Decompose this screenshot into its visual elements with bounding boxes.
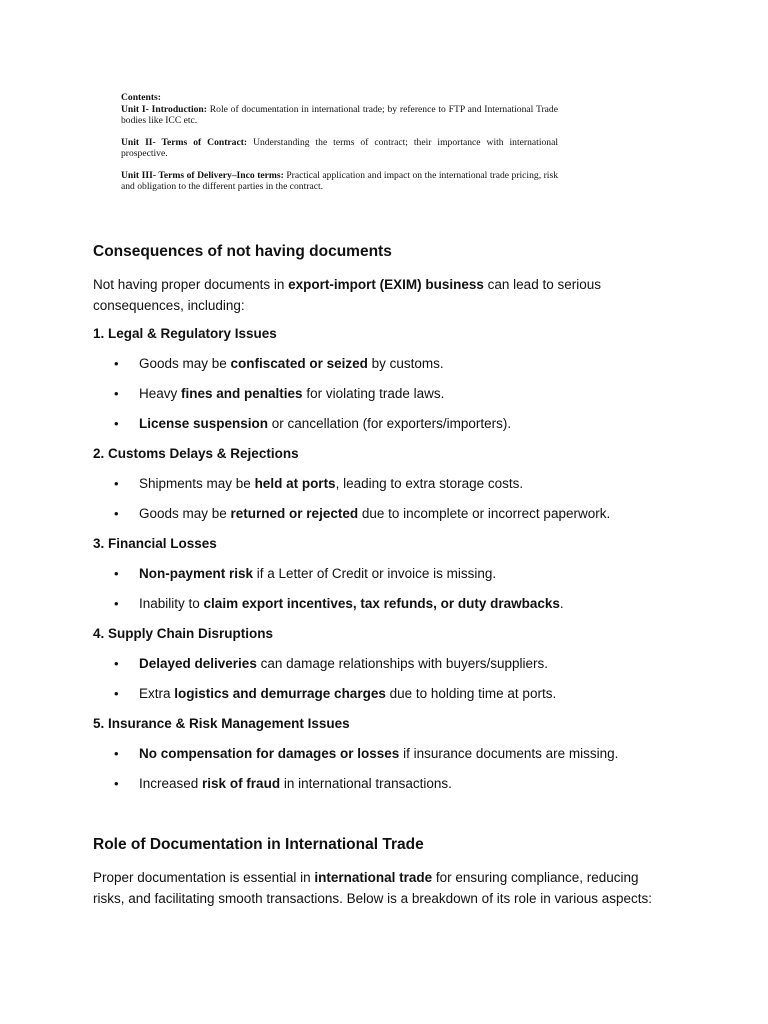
section-intro: [93, 867, 673, 909]
bullet-list: [93, 355, 673, 433]
list-item: [93, 415, 673, 433]
subheading-legal: 1. Legal & Regulatory Issues: [93, 326, 277, 341]
item-text: Goods may be: [139, 356, 231, 371]
item-bold: Non-payment risk: [139, 566, 254, 581]
list-item: [93, 745, 673, 763]
item-text: or cancellation (for exporters/importers).: [268, 416, 512, 431]
item-text: Increased: [139, 776, 203, 791]
item-text: due to holding time at ports.: [385, 686, 557, 701]
unit-text: Understanding the terms of contract; their importance with international prospective.: [121, 137, 558, 159]
subheading-financial: 3. Financial Losses: [93, 536, 217, 551]
subheading-insurance: 5. Insurance & Risk Management Issues: [93, 716, 350, 731]
item-bold: claim export incentives, tax refunds, or duty drawbacks: [203, 596, 560, 611]
item-text: by customs.: [367, 356, 444, 371]
item-text: Extra: [139, 686, 175, 701]
item-text: can damage relationships with buyers/suppliers.: [256, 656, 548, 671]
list-item: [93, 655, 673, 673]
contents-unit-2: [121, 137, 558, 159]
list-item: [93, 385, 673, 403]
list-item: [93, 505, 673, 523]
item-bold: No compensation for damages or losses: [139, 746, 400, 761]
item-bold: fines and penalties: [181, 386, 303, 401]
item-text: Shipments may be: [139, 476, 255, 491]
item-text: if insurance documents are missing.: [399, 746, 619, 761]
unit-text: Role of documentation in international trade; by reference to FTP and International Trade bodies like ICC etc.: [121, 104, 558, 126]
list-item: [93, 565, 673, 583]
intro-bold: international trade: [314, 870, 433, 885]
item-bold: returned or rejected: [230, 506, 359, 521]
item-text: for violating trade laws.: [302, 386, 445, 401]
contents-heading: Contents:: [121, 92, 161, 103]
item-bold: confiscated or seized: [230, 356, 368, 371]
subheading-customs: 2. Customs Delays & Rejections: [93, 446, 299, 461]
item-text: Inability to: [139, 596, 204, 611]
item-bold: License suspension: [139, 416, 269, 431]
section-title-role: Role of Documentation in International Trade: [93, 836, 424, 853]
contents-box: [121, 92, 558, 203]
item-text: .: [559, 596, 564, 611]
list-item: [93, 475, 673, 493]
list-item: [93, 685, 673, 703]
section-title-consequences: Consequences of not having documents: [93, 243, 392, 260]
contents-unit-1: [121, 104, 558, 126]
intro-text: for ensuring compliance, reducing risks, and facilitating smooth transactions. Below is a breakdown of its role in various aspects:: [93, 870, 653, 906]
item-text: in international transactions.: [280, 776, 452, 791]
list-item: [93, 355, 673, 373]
unit-label: Unit I- Introduction:: [121, 104, 207, 115]
intro-text: can lead to serious consequences, including:: [93, 277, 601, 313]
intro-text: Not having proper documents in: [93, 277, 289, 292]
subheading-supply-chain: 4. Supply Chain Disruptions: [93, 626, 274, 641]
bullet-list: [93, 745, 673, 793]
bullet-list: [93, 655, 673, 703]
item-bold: logistics and demurrage charges: [174, 686, 386, 701]
item-text: Goods may be: [139, 506, 231, 521]
item-text: , leading to extra storage costs.: [335, 476, 524, 491]
item-text: Heavy: [139, 386, 182, 401]
intro-text: Proper documentation is essential in: [93, 870, 315, 885]
contents-unit-3: [121, 170, 558, 192]
document-body: [93, 240, 673, 909]
list-item: [93, 775, 673, 793]
unit-label: Unit II- Terms of Contract:: [121, 137, 248, 148]
list-item: [93, 595, 673, 613]
intro-bold: export-import (EXIM) business: [288, 277, 484, 292]
item-bold: held at ports: [254, 476, 336, 491]
section-intro: [93, 274, 673, 316]
bullet-list: [93, 565, 673, 613]
item-text: due to incomplete or incorrect paperwork.: [358, 506, 611, 521]
item-bold: risk of fraud: [202, 776, 281, 791]
item-text: if a Letter of Credit or invoice is missing.: [253, 566, 497, 581]
bullet-list: [93, 475, 673, 523]
unit-text: Practical application and impact on the international trade pricing, risk and obligation to the different parties in the contract.: [121, 170, 558, 192]
item-bold: Delayed deliveries: [139, 656, 257, 671]
unit-label: Unit III- Terms of Delivery–Inco terms:: [121, 170, 284, 181]
